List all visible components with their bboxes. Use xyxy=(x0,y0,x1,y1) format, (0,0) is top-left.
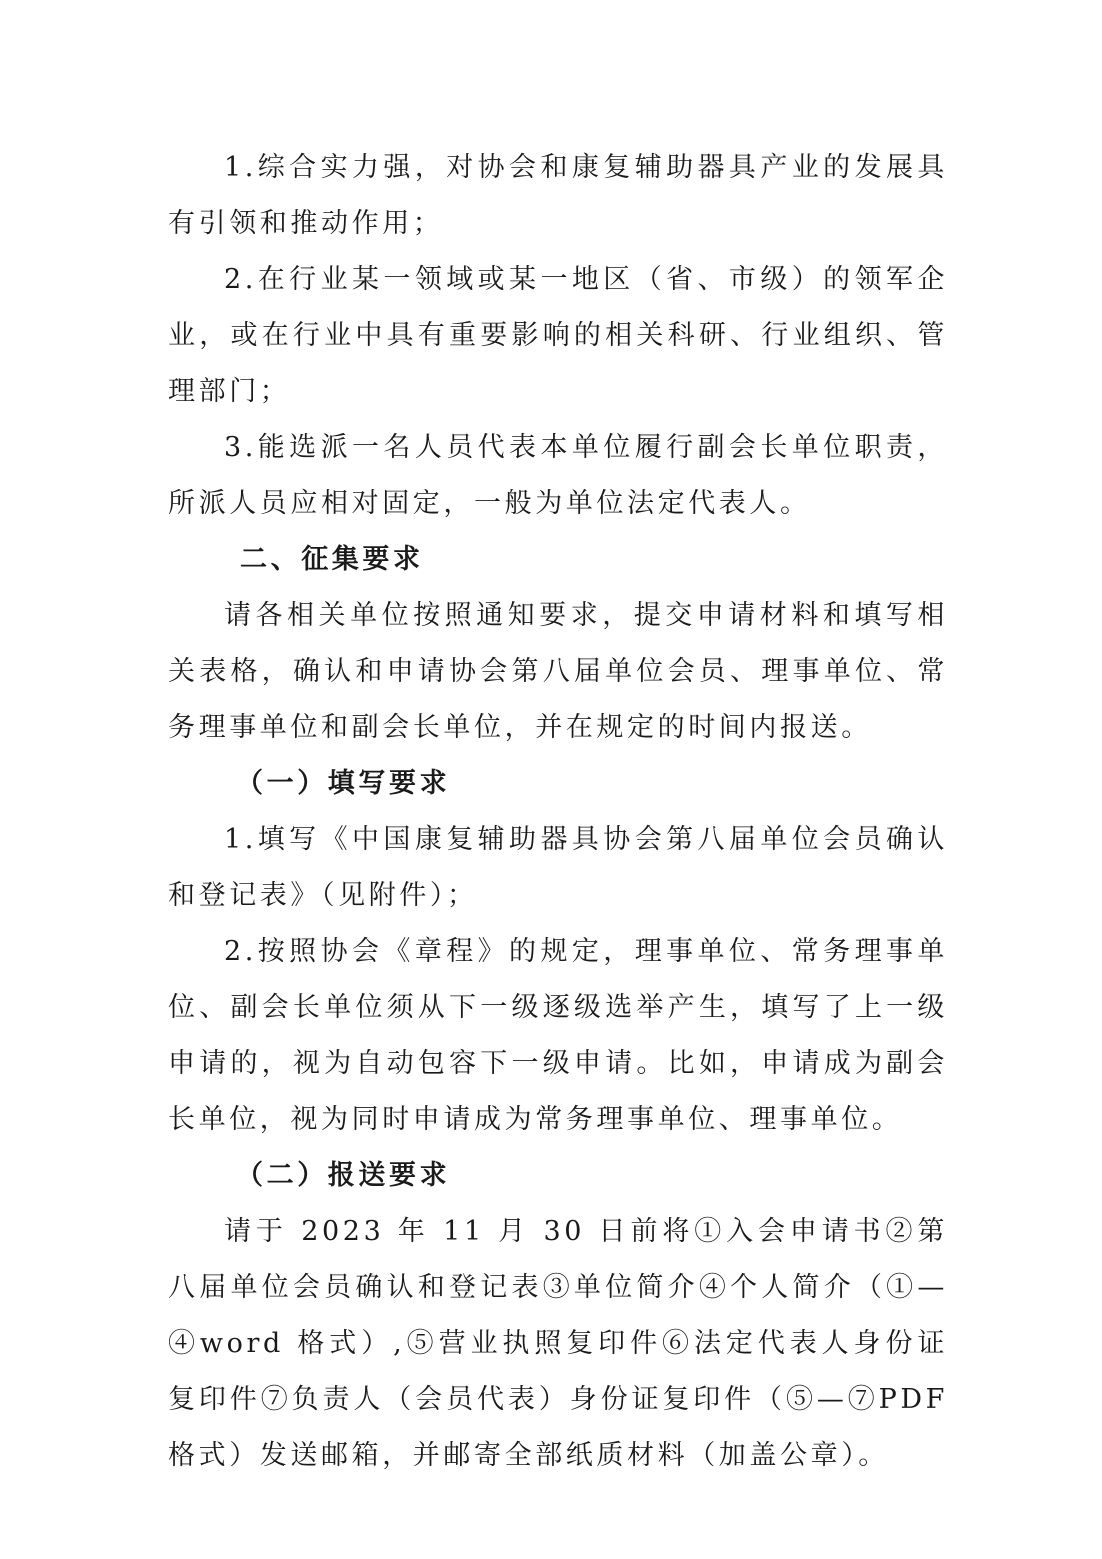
document-body xyxy=(168,140,948,1484)
criteria-item-3: 3.能选派一名人员代表本单位履行副会长单位职责，所派人员应相对固定，一般为单位法定代表人。 xyxy=(168,432,948,519)
filling-item-2: 2.按照协会《章程》的规定，理事单位、常务理事单位、副会长单位须从下一级逐级选举产生，填写了上一级申请的，视为自动包容下一级申请。比如，申请成为副会长单位，视为同时申请成为常务理事单位、理事单位。 xyxy=(168,936,948,1135)
subheading-submission-requirements: （二）报送要求 xyxy=(236,1160,451,1191)
criteria-item-2: 2.在行业某一领域或某一地区（省、市级）的领军企业，或在行业中具有重要影响的相关科研、行业组织、管理部门； xyxy=(168,264,948,407)
section-heading-collection-requirements: 二、征集要求 xyxy=(240,544,424,575)
collection-intro-paragraph: 请各相关单位按照通知要求，提交申请材料和填写相关表格，确认和申请协会第八届单位会员、理事单位、常务理事单位和副会长单位，并在规定的时间内报送。 xyxy=(168,600,948,743)
subheading-filling-requirements: （一）填写要求 xyxy=(236,768,451,799)
criteria-item-1: 1.综合实力强，对协会和康复辅助器具产业的发展具有引领和推动作用； xyxy=(168,152,948,239)
filling-item-1: 1.填写《中国康复辅助器具协会第八届单位会员确认和登记表》（见附件）； xyxy=(168,824,948,911)
submission-paragraph: 请于 2023 年 11 月 30 日前将①入会申请书②第八届单位会员确认和登记表③单位简介④个人简介（①—④word 格式）,⑤营业执照复印件⑥法定代表人身份证复印件⑦负责人（会员代表）身份证复印件（⑤—⑦PDF 格式）发送邮箱，并邮寄全部纸质材料（加盖公章）。 xyxy=(168,1216,948,1471)
